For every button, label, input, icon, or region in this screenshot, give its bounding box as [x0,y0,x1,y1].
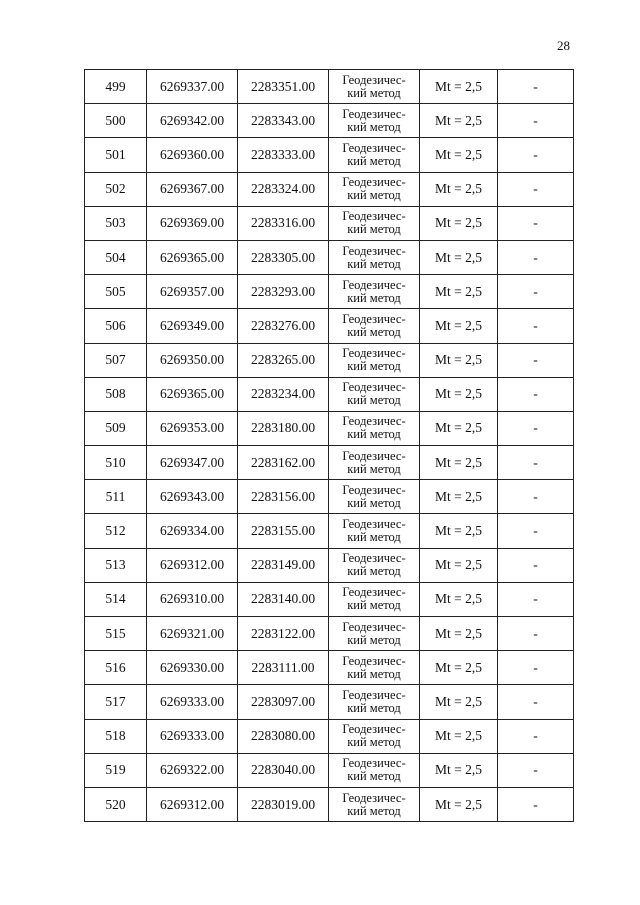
note-cell: - [498,104,574,138]
point-number-cell: 502 [85,172,147,206]
y-coordinate-cell: 2283316.00 [238,206,329,240]
method-line-2: кий метод [347,803,401,818]
accuracy-cell: Mt = 2,5 [420,514,498,548]
point-number-cell: 516 [85,651,147,685]
table-row [85,138,574,172]
method-cell [329,480,420,514]
method-line-2: кий метод [347,427,401,442]
x-coordinate-cell: 6269353.00 [147,411,238,445]
x-coordinate-cell: 6269330.00 [147,651,238,685]
table-row [85,582,574,616]
method-line-1: Геодезичес- [342,687,406,702]
point-number-cell: 519 [85,753,147,787]
accuracy-cell: Mt = 2,5 [420,787,498,821]
method-cell [329,377,420,411]
y-coordinate-cell: 2283180.00 [238,411,329,445]
y-coordinate-cell: 2283276.00 [238,309,329,343]
method-line-1: Геодезичес- [342,585,406,600]
method-line-1: Геодезичес- [342,756,406,771]
method-cell [329,787,420,821]
method-cell [329,275,420,309]
note-cell: - [498,377,574,411]
x-coordinate-cell: 6269369.00 [147,206,238,240]
method-cell [329,753,420,787]
point-number-cell: 501 [85,138,147,172]
note-cell: - [498,309,574,343]
method-line-1: Геодезичес- [342,277,406,292]
accuracy-cell: Mt = 2,5 [420,104,498,138]
y-coordinate-cell: 2283305.00 [238,240,329,274]
y-coordinate-cell: 2283351.00 [238,70,329,104]
note-cell: - [498,240,574,274]
x-coordinate-cell: 6269334.00 [147,514,238,548]
method-line-2: кий метод [347,324,401,339]
method-line-2: кий метод [347,188,401,203]
method-line-2: кий метод [347,495,401,510]
x-coordinate-cell: 6269312.00 [147,787,238,821]
y-coordinate-cell: 2283155.00 [238,514,329,548]
accuracy-cell: Mt = 2,5 [420,480,498,514]
point-number-cell: 520 [85,787,147,821]
method-line-1: Геодезичес- [342,209,406,224]
method-line-1: Геодезичес- [342,72,406,87]
note-cell: - [498,480,574,514]
method-line-2: кий метод [347,359,401,374]
table-row [85,411,574,445]
x-coordinate-cell: 6269350.00 [147,343,238,377]
method-cell [329,206,420,240]
note-cell: - [498,685,574,719]
y-coordinate-cell: 2283333.00 [238,138,329,172]
method-cell [329,309,420,343]
accuracy-cell: Mt = 2,5 [420,70,498,104]
method-line-1: Геодезичес- [342,175,406,190]
y-coordinate-cell: 2283111.00 [238,651,329,685]
y-coordinate-cell: 2283293.00 [238,275,329,309]
y-coordinate-cell: 2283140.00 [238,582,329,616]
method-line-1: Геодезичес- [342,790,406,805]
y-coordinate-cell: 2283265.00 [238,343,329,377]
note-cell: - [498,514,574,548]
method-line-1: Геодезичес- [342,653,406,668]
x-coordinate-cell: 6269342.00 [147,104,238,138]
accuracy-cell: Mt = 2,5 [420,753,498,787]
method-line-2: кий метод [347,290,401,305]
table-row [85,480,574,514]
table-row [85,240,574,274]
method-cell [329,617,420,651]
accuracy-cell: Mt = 2,5 [420,548,498,582]
x-coordinate-cell: 6269357.00 [147,275,238,309]
point-number-cell: 508 [85,377,147,411]
accuracy-cell: Mt = 2,5 [420,309,498,343]
method-line-1: Геодезичес- [342,619,406,634]
accuracy-cell: Mt = 2,5 [420,582,498,616]
point-number-cell: 509 [85,411,147,445]
method-line-2: кий метод [347,700,401,715]
point-number-cell: 510 [85,446,147,480]
y-coordinate-cell: 2283156.00 [238,480,329,514]
y-coordinate-cell: 2283324.00 [238,172,329,206]
x-coordinate-cell: 6269347.00 [147,446,238,480]
accuracy-cell: Mt = 2,5 [420,719,498,753]
method-cell [329,172,420,206]
point-number-cell: 505 [85,275,147,309]
accuracy-cell: Mt = 2,5 [420,685,498,719]
x-coordinate-cell: 6269321.00 [147,617,238,651]
method-line-2: кий метод [347,461,401,476]
method-line-1: Геодезичес- [342,346,406,361]
note-cell: - [498,206,574,240]
method-line-1: Геодезичес- [342,551,406,566]
x-coordinate-cell: 6269312.00 [147,548,238,582]
point-number-cell: 506 [85,309,147,343]
method-line-1: Геодезичес- [342,243,406,258]
method-line-2: кий метод [347,222,401,237]
table-row [85,70,574,104]
method-cell [329,582,420,616]
method-line-1: Геодезичес- [342,517,406,532]
method-line-2: кий метод [347,153,401,168]
point-number-cell: 513 [85,548,147,582]
accuracy-cell: Mt = 2,5 [420,240,498,274]
x-coordinate-cell: 6269349.00 [147,309,238,343]
method-line-2: кий метод [347,632,401,647]
method-line-2: кий метод [347,666,401,681]
method-cell [329,651,420,685]
x-coordinate-cell: 6269365.00 [147,377,238,411]
point-number-cell: 504 [85,240,147,274]
accuracy-cell: Mt = 2,5 [420,172,498,206]
point-number-cell: 514 [85,582,147,616]
method-cell [329,70,420,104]
method-cell [329,446,420,480]
accuracy-cell: Mt = 2,5 [420,446,498,480]
y-coordinate-cell: 2283149.00 [238,548,329,582]
x-coordinate-cell: 6269365.00 [147,240,238,274]
point-number-cell: 507 [85,343,147,377]
point-number-cell: 511 [85,480,147,514]
accuracy-cell: Mt = 2,5 [420,343,498,377]
method-line-2: кий метод [347,598,401,613]
note-cell: - [498,138,574,172]
note-cell: - [498,787,574,821]
note-cell: - [498,651,574,685]
point-number-cell: 503 [85,206,147,240]
note-cell: - [498,275,574,309]
method-line-2: кий метод [347,769,401,784]
y-coordinate-cell: 2283080.00 [238,719,329,753]
x-coordinate-cell: 6269333.00 [147,719,238,753]
method-line-2: кий метод [347,256,401,271]
y-coordinate-cell: 2283040.00 [238,753,329,787]
accuracy-cell: Mt = 2,5 [420,377,498,411]
point-number-cell: 500 [85,104,147,138]
method-line-2: кий метод [347,85,401,100]
method-line-1: Геодезичес- [342,380,406,395]
method-line-1: Геодезичес- [342,414,406,429]
y-coordinate-cell: 2283343.00 [238,104,329,138]
method-line-1: Геодезичес- [342,140,406,155]
method-line-1: Геодезичес- [342,106,406,121]
method-cell [329,685,420,719]
x-coordinate-cell: 6269367.00 [147,172,238,206]
point-number-cell: 518 [85,719,147,753]
note-cell: - [498,582,574,616]
method-line-2: кий метод [347,564,401,579]
table-row [85,617,574,651]
table-row [85,685,574,719]
accuracy-cell: Mt = 2,5 [420,651,498,685]
method-line-2: кий метод [347,530,401,545]
point-number-cell: 517 [85,685,147,719]
table-row [85,206,574,240]
note-cell: - [498,343,574,377]
note-cell: - [498,70,574,104]
method-line-2: кий метод [347,119,401,134]
table-row [85,343,574,377]
method-cell [329,240,420,274]
method-cell [329,411,420,445]
note-cell: - [498,719,574,753]
point-number-cell: 515 [85,617,147,651]
method-line-1: Геодезичес- [342,311,406,326]
table-row [85,548,574,582]
method-line-2: кий метод [347,393,401,408]
method-line-1: Геодезичес- [342,722,406,737]
table-row [85,651,574,685]
table-row [85,446,574,480]
method-line-1: Геодезичес- [342,448,406,463]
y-coordinate-cell: 2283162.00 [238,446,329,480]
accuracy-cell: Mt = 2,5 [420,275,498,309]
accuracy-cell: Mt = 2,5 [420,206,498,240]
method-cell [329,138,420,172]
note-cell: - [498,548,574,582]
coordinates-table-body [85,70,574,822]
coordinates-table [84,69,574,822]
table-row [85,275,574,309]
table-row [85,377,574,411]
method-cell [329,514,420,548]
x-coordinate-cell: 6269310.00 [147,582,238,616]
note-cell: - [498,411,574,445]
method-cell [329,548,420,582]
page-number: 28 [557,38,570,53]
note-cell: - [498,753,574,787]
x-coordinate-cell: 6269337.00 [147,70,238,104]
method-cell [329,104,420,138]
x-coordinate-cell: 6269322.00 [147,753,238,787]
accuracy-cell: Mt = 2,5 [420,138,498,172]
method-cell [329,343,420,377]
table-row [85,787,574,821]
method-line-1: Геодезичес- [342,482,406,497]
method-line-2: кий метод [347,735,401,750]
y-coordinate-cell: 2283097.00 [238,685,329,719]
table-row [85,309,574,343]
table-row [85,514,574,548]
accuracy-cell: Mt = 2,5 [420,411,498,445]
table-row [85,172,574,206]
x-coordinate-cell: 6269333.00 [147,685,238,719]
y-coordinate-cell: 2283019.00 [238,787,329,821]
point-number-cell: 512 [85,514,147,548]
table-row [85,719,574,753]
table-row [85,104,574,138]
y-coordinate-cell: 2283122.00 [238,617,329,651]
point-number-cell: 499 [85,70,147,104]
note-cell: - [498,617,574,651]
table-row [85,753,574,787]
note-cell: - [498,446,574,480]
note-cell: - [498,172,574,206]
x-coordinate-cell: 6269343.00 [147,480,238,514]
accuracy-cell: Mt = 2,5 [420,617,498,651]
method-cell [329,719,420,753]
y-coordinate-cell: 2283234.00 [238,377,329,411]
x-coordinate-cell: 6269360.00 [147,138,238,172]
